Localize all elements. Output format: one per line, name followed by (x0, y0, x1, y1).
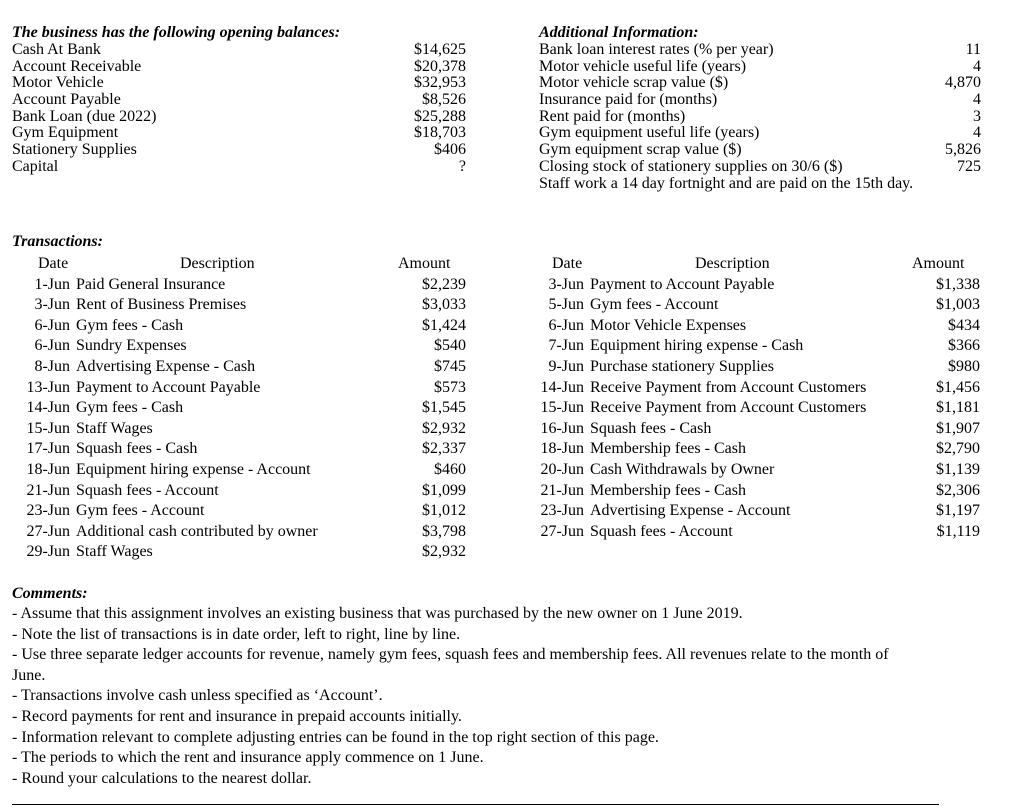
transaction-amount: $1,003 (936, 296, 980, 314)
opening-balance-value: $32,953 (414, 74, 466, 92)
transaction-row (0, 522, 472, 543)
transaction-date: 14-Jun (26, 399, 70, 417)
transactions-header-row (0, 254, 472, 275)
opening-balance-value: $20,378 (414, 57, 466, 75)
opening-balances-section (12, 24, 472, 176)
additional-info-value: 725 (957, 157, 981, 175)
transaction-description: Staff Wages (76, 543, 153, 561)
additional-info-label: Motor vehicle scrap value ($) (539, 74, 729, 92)
transaction-date: 17-Jun (26, 440, 70, 458)
transaction-amount: $2,306 (936, 481, 980, 499)
transaction-description: Gym fees - Cash (76, 316, 184, 334)
additional-info-row (539, 142, 983, 159)
transaction-description: Motor Vehicle Expenses (590, 316, 747, 334)
bottom-divider (12, 804, 939, 805)
transaction-description: Squash fees - Account (590, 522, 733, 540)
transaction-row (0, 378, 472, 399)
additional-info-row (539, 159, 983, 176)
transaction-amount: $980 (948, 357, 980, 375)
transaction-description: Gym fees - Account (590, 296, 719, 314)
column-header-amount: Amount (398, 255, 451, 272)
transaction-description: Advertising Expense - Account (590, 502, 791, 520)
opening-balance-label: Account Payable (12, 91, 121, 109)
transaction-row (0, 336, 472, 357)
additional-info-label: Rent paid for (months) (539, 107, 686, 125)
transaction-row (0, 275, 472, 296)
comment-line: - Assume that this assignment involves an existing business that was purchased by the new owner on 1 June 2019. (12, 605, 743, 622)
comment-line: - The periods to which the rent and insurance apply commence on 1 June. (12, 749, 484, 767)
opening-balance-row (12, 159, 472, 176)
transaction-date: 5-Jun (548, 296, 584, 314)
transaction-date: 3-Jun (34, 296, 70, 314)
transaction-date: 15-Jun (26, 419, 70, 437)
comments-heading: Comments: (12, 585, 88, 602)
transaction-amount: $1,545 (422, 399, 466, 417)
transactions-table-left (0, 254, 472, 563)
opening-balance-row (12, 75, 472, 92)
opening-balance-row (12, 92, 472, 109)
transactions-rows-left (0, 275, 472, 563)
transaction-row (514, 398, 986, 419)
transaction-row (514, 275, 986, 296)
transactions-header-row (514, 254, 986, 275)
additional-info-value: 3 (973, 107, 981, 125)
additional-info-value: 4 (973, 57, 981, 75)
transaction-amount: $540 (434, 337, 466, 355)
additional-info-row (539, 176, 983, 193)
opening-balance-label: Motor Vehicle (12, 74, 104, 92)
additional-info-value: 4,870 (945, 74, 981, 92)
transaction-date: 27-Jun (540, 522, 584, 540)
transaction-row (0, 439, 472, 460)
comments-section (12, 584, 942, 789)
additional-info-list (539, 42, 983, 192)
transaction-date: 21-Jun (26, 481, 70, 499)
transaction-amount: $1,338 (936, 275, 980, 293)
additional-info-label: Closing stock of stationery supplies on 30/6 ($) (539, 157, 843, 175)
opening-balance-row (12, 59, 472, 76)
transaction-date: 3-Jun (548, 275, 584, 293)
transaction-description: Receive Payment from Account Customers (590, 378, 867, 396)
transaction-description: Payment to Account Payable (590, 275, 775, 293)
transaction-row (0, 460, 472, 481)
transaction-amount: $2,239 (422, 275, 466, 293)
additional-info-row (539, 59, 983, 76)
transaction-row (514, 481, 986, 502)
transactions-heading: Transactions: (12, 233, 103, 250)
additional-info-row (539, 125, 983, 142)
comment-line: - Information relevant to complete adjusting entries can be found in the top right section of this page. (12, 728, 659, 746)
transaction-amount: $1,907 (936, 419, 980, 437)
transaction-amount: $745 (434, 357, 466, 375)
opening-balance-row (12, 109, 472, 126)
opening-balance-value: $8,526 (422, 91, 466, 109)
transaction-amount: $434 (948, 316, 980, 334)
transaction-row (0, 419, 472, 440)
transaction-description: Staff Wages (76, 419, 153, 437)
transaction-description: Paid General Insurance (76, 275, 226, 293)
transaction-amount: $1,139 (936, 460, 980, 478)
transaction-amount: $3,798 (422, 522, 466, 540)
transaction-row (0, 481, 472, 502)
transaction-amount: $1,197 (936, 502, 980, 520)
transaction-description: Sundry Expenses (76, 337, 187, 355)
transaction-row (0, 316, 472, 337)
column-header-description: Description (180, 255, 255, 272)
transaction-amount: $2,790 (936, 440, 980, 458)
transaction-row (0, 295, 472, 316)
transaction-description: Membership fees - Cash (590, 440, 746, 458)
opening-balances-list (12, 42, 472, 176)
opening-balance-value: $406 (434, 141, 466, 159)
transaction-date: 6-Jun (34, 337, 70, 355)
opening-balance-label: Bank Loan (due 2022) (12, 107, 157, 125)
transaction-description: Squash fees - Account (76, 481, 219, 499)
transaction-date: 18-Jun (26, 460, 70, 478)
transaction-row (514, 357, 986, 378)
transaction-date: 14-Jun (540, 378, 584, 396)
comment-line: - Note the list of transactions is in date order, left to right, line by line. (12, 625, 461, 643)
transaction-date: 21-Jun (540, 481, 584, 499)
transaction-date: 23-Jun (540, 502, 584, 520)
column-header-date: Date (552, 255, 583, 272)
transaction-amount: $1,456 (936, 378, 980, 396)
opening-balance-row (12, 125, 472, 142)
transaction-date: 16-Jun (540, 419, 584, 437)
additional-info-label: Bank loan interest rates (% per year) (539, 41, 774, 58)
additional-info-label: Staff work a 14 day fortnight and are paid on the 15th day. (539, 174, 914, 192)
additional-info-row (539, 92, 983, 109)
transaction-description: Advertising Expense - Cash (76, 357, 256, 375)
opening-balance-value: $14,625 (414, 41, 466, 58)
comment-line: - Round your calculations to the nearest dollar. (12, 769, 312, 787)
additional-info-value: 5,826 (945, 141, 981, 159)
transaction-date: 15-Jun (540, 399, 584, 417)
transaction-amount: $2,932 (422, 543, 466, 561)
additional-info-label: Insurance paid for (months) (539, 91, 718, 109)
transaction-amount: $1,181 (936, 399, 980, 417)
additional-info-value: 11 (965, 41, 981, 58)
transaction-description: Additional cash contributed by owner (76, 522, 318, 540)
transaction-row (514, 336, 986, 357)
transaction-date: 6-Jun (548, 316, 584, 334)
transaction-amount: $3,033 (422, 296, 466, 314)
comment-line: - Use three separate ledger accounts for revenue, namely gym fees, squash fees and membership fees. All revenues relate to the month of (12, 646, 889, 664)
transaction-date: 23-Jun (26, 502, 70, 520)
additional-info-label: Gym equipment useful life (years) (539, 124, 760, 142)
transaction-amount: $1,424 (422, 316, 466, 334)
transaction-description: Gym fees - Account (76, 502, 205, 520)
additional-info-row (539, 109, 983, 126)
transaction-date: 18-Jun (540, 440, 584, 458)
transaction-description: Purchase stationery Supplies (590, 357, 774, 375)
transaction-description: Gym fees - Cash (76, 399, 184, 417)
transaction-date: 27-Jun (26, 522, 70, 540)
transaction-date: 9-Jun (548, 357, 584, 375)
column-header-date: Date (38, 255, 69, 272)
transaction-date: 20-Jun (540, 460, 584, 478)
transaction-row (514, 522, 986, 543)
column-header-description: Description (695, 255, 770, 272)
comment-line: - Record payments for rent and insurance in prepaid accounts initially. (12, 707, 462, 725)
transaction-description: Cash Withdrawals by Owner (590, 460, 775, 478)
transaction-description: Payment to Account Payable (76, 378, 261, 396)
transaction-amount: $2,337 (422, 440, 466, 458)
opening-balance-label: Stationery Supplies (12, 141, 137, 159)
transaction-description: Receive Payment from Account Customers (590, 399, 867, 417)
transaction-amount: $2,932 (422, 419, 466, 437)
transaction-amount: $573 (434, 378, 466, 396)
transaction-date: 7-Jun (548, 337, 584, 355)
transaction-date: 29-Jun (26, 543, 70, 561)
transaction-row (514, 439, 986, 460)
additional-info-value: 4 (973, 91, 981, 109)
opening-balances-heading: The business has the following opening balances: (12, 24, 341, 41)
opening-balance-value: $18,703 (414, 124, 466, 142)
transaction-row (514, 501, 986, 522)
transaction-date: 13-Jun (26, 378, 70, 396)
transaction-row (0, 398, 472, 419)
transaction-amount: $1,012 (422, 502, 466, 520)
additional-info-label: Gym equipment scrap value ($) (539, 141, 742, 159)
comment-line: June. (12, 666, 46, 684)
opening-balance-row (12, 142, 472, 159)
additional-info-heading: Additional Information: (539, 24, 699, 41)
transaction-description: Squash fees - Cash (76, 440, 198, 458)
transaction-description: Equipment hiring expense - Account (76, 460, 311, 478)
additional-info-section (539, 24, 983, 192)
transaction-row (0, 501, 472, 522)
transaction-amount: $366 (948, 337, 980, 355)
transaction-date: 1-Jun (34, 275, 70, 293)
transaction-description: Membership fees - Cash (590, 481, 746, 499)
transactions-rows-right (514, 275, 986, 543)
opening-balance-value: $25,288 (414, 107, 466, 125)
opening-balance-label: Cash At Bank (12, 41, 101, 58)
comment-line: - Transactions involve cash unless specified as ‘Account’. (12, 687, 383, 705)
opening-balance-label: Account Receivable (12, 57, 142, 75)
additional-info-row (539, 42, 983, 59)
transaction-row (0, 357, 472, 378)
transaction-amount: $1,119 (936, 522, 980, 540)
transaction-row (0, 542, 472, 563)
additional-info-row (539, 75, 983, 92)
opening-balance-value: ? (458, 157, 466, 175)
transaction-description: Squash fees - Cash (590, 419, 712, 437)
transaction-date: 8-Jun (34, 357, 70, 375)
transaction-date: 6-Jun (34, 316, 70, 334)
transaction-row (514, 419, 986, 440)
column-header-amount: Amount (912, 255, 965, 272)
opening-balance-label: Gym Equipment (12, 124, 119, 142)
additional-info-value: 4 (973, 124, 981, 142)
transaction-row (514, 378, 986, 399)
transaction-amount: $1,099 (422, 481, 466, 499)
transaction-description: Equipment hiring expense - Cash (590, 337, 804, 355)
transaction-row (514, 460, 986, 481)
transactions-table-right (514, 254, 986, 542)
transaction-row (514, 295, 986, 316)
additional-info-label: Motor vehicle useful life (years) (539, 57, 747, 75)
transaction-row (514, 316, 986, 337)
opening-balance-row (12, 42, 472, 59)
opening-balance-label: Capital (12, 157, 59, 175)
transaction-amount: $460 (434, 460, 466, 478)
transaction-description: Rent of Business Premises (76, 296, 247, 314)
